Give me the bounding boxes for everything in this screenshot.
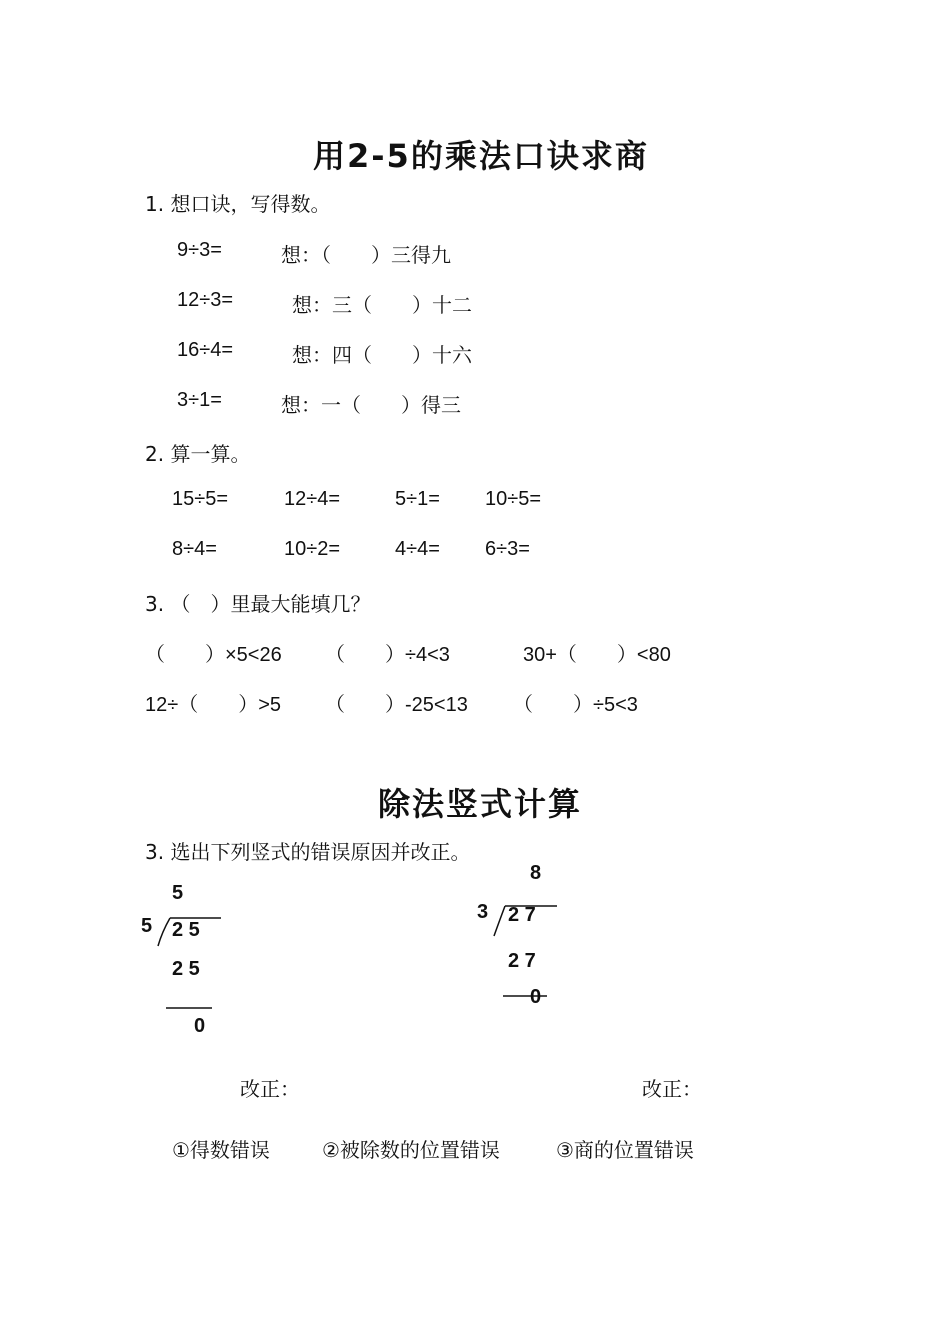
q2-item: 15÷5=	[172, 488, 229, 510]
right-dividend: 2 7	[508, 904, 536, 926]
correct-label-right: 改正：	[642, 1077, 702, 1101]
q3-item: （ ）-25<13	[325, 694, 468, 716]
right-remainder: 0	[530, 986, 542, 1008]
q2-item: 12÷4=	[284, 488, 341, 510]
q3-item: 12÷（ ）>5	[145, 694, 282, 716]
q2-item: 5÷1=	[395, 488, 440, 510]
left-product: 2 5	[172, 958, 200, 980]
q3-item: （ ）÷4<3	[325, 644, 450, 666]
q2-item: 4÷4=	[395, 538, 440, 560]
left-quotient: 5	[172, 882, 184, 904]
option-2: ②被除数的位置错误	[322, 1138, 500, 1162]
q3-item: 30+（ ）<80	[523, 644, 671, 666]
section2-title: 除法竖式计算	[378, 785, 583, 823]
q2-item: 6÷3=	[485, 538, 530, 560]
q1-hint-1: 想：（ ）三得九	[281, 243, 451, 267]
left-division-bracket	[158, 918, 170, 946]
q2-item: 10÷2=	[284, 538, 341, 560]
q3-prompt: 3. （ ）里最大能填几？	[145, 592, 371, 616]
left-divisor: 5	[141, 915, 153, 937]
q1-expr-3: 16÷4=	[177, 339, 234, 361]
right-quotient: 8	[530, 862, 542, 884]
right-divisor: 3	[477, 901, 489, 923]
q3-item: （ ）÷5<3	[513, 694, 638, 716]
q1-hint-2: 想：三（ ）十二	[292, 293, 472, 317]
q1-expr-4: 3÷1=	[177, 389, 222, 411]
q2-prompt: 2. 算一算。	[145, 442, 251, 466]
q2-item: 10÷5=	[485, 488, 542, 510]
correct-label-left: 改正：	[240, 1077, 300, 1101]
q3-item: （ ）×5<26	[145, 644, 282, 666]
q1-hint-4: 想：一（ ）得三	[281, 393, 461, 417]
right-division-bracket	[494, 906, 505, 936]
q1-expr-2: 12÷3=	[177, 289, 234, 311]
left-dividend: 2 5	[172, 919, 200, 941]
option-1: ①得数错误	[172, 1138, 270, 1162]
option-3: ③商的位置错误	[556, 1138, 694, 1162]
left-remainder: 0	[194, 1015, 206, 1037]
right-product: 2 7	[508, 950, 536, 972]
section1-title: 用2-5的乘法口诀求商	[313, 137, 649, 175]
q1-expr-1: 9÷3=	[177, 239, 222, 261]
s2-prompt: 3. 选出下列竖式的错误原因并改正。	[145, 840, 471, 864]
q1-hint-3: 想：四（ ）十六	[292, 343, 472, 367]
q1-prompt: 1. 想口诀，写得数。	[145, 192, 331, 216]
q2-item: 8÷4=	[172, 538, 217, 560]
